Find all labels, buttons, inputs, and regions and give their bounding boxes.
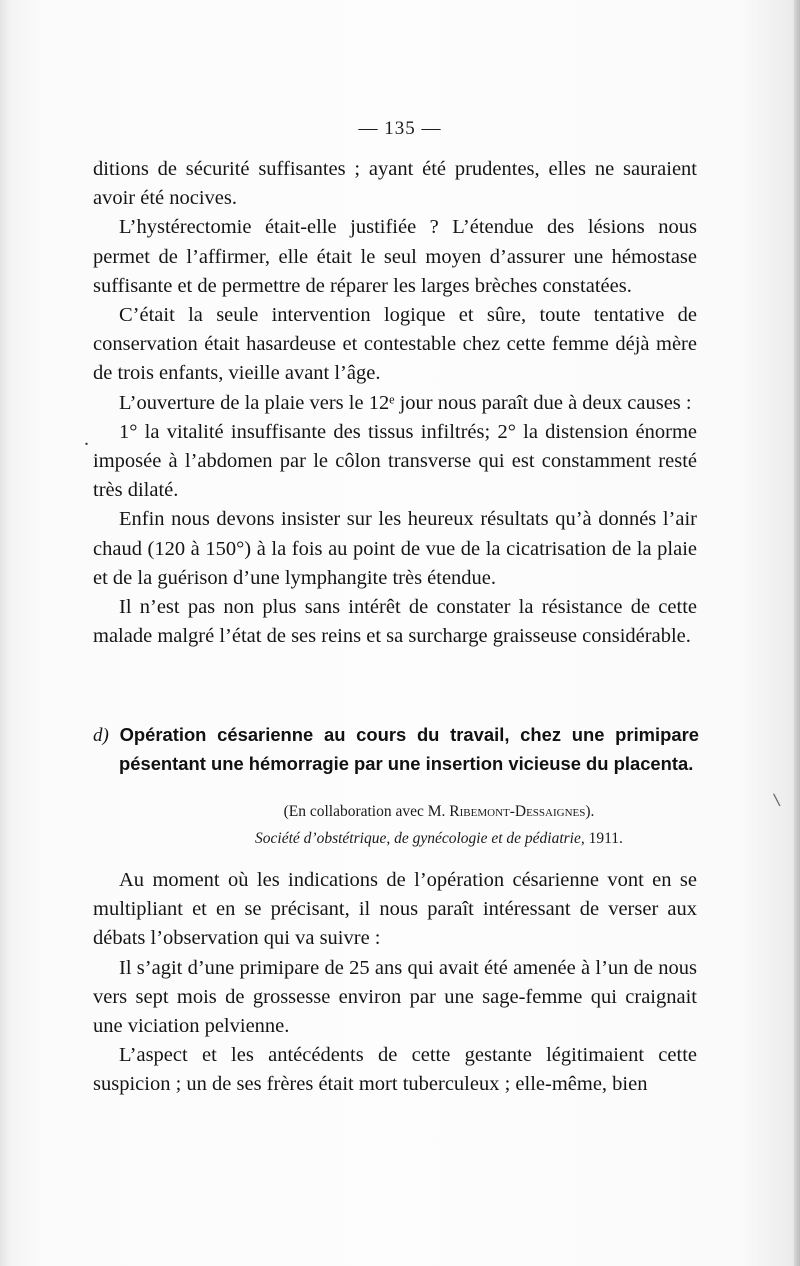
collaboration-line (0, 803, 800, 821)
section-heading (93, 721, 699, 778)
paragraph: C’était la seule intervention logique et sûre, toute tentative de conservation était hasardeuse et contestable chez cette femme déjà mère de trois enfants, vieille avant l’âge. (93, 304, 697, 385)
collab-name: Ribemont-Dessaignes (449, 803, 586, 820)
paragraph: Enfin nous devons insister sur les heureux résultats qu’à donnés l’air chaud (120 à 150°) à la fois au point de vue de la cicatrisation de la plaie et de la guérison d’une lymphangite très étendue. (93, 508, 697, 589)
section-title: Opération césarienne au cours du travail, chez une primipare pésentant une hémorragie par une insertion vicieuse du placenta. (119, 724, 699, 774)
paragraph: L’ouverture de la plaie vers le 12ᵉ jour nous paraît due à deux causes : (119, 391, 692, 414)
paragraph: L’hystérectomie était-elle justifiée ? L’étendue des lésions nous permet de l’affirmer, elle était le seul moyen d’assurer une hémostase suffisante et de permettre de réparer les larges brèches constatées. (93, 216, 697, 297)
society-name: Société d’obstétrique, de gynécologie et de pédiatrie, (255, 830, 585, 847)
body-text-top (93, 155, 697, 651)
margin-mark: \ (772, 789, 781, 810)
paragraph: Il s’agit d’une primipare de 25 ans qui avait été amenée à l’un de nous vers sept mois de grossesse environ par une sage-femme qui craignait une viciation pelvienne. (93, 956, 697, 1038)
citation-year: 1911. (588, 830, 623, 847)
paragraph: Au moment où les indications de l’opération césarienne vont en se multipliant et en se précisant, il nous paraît intéressant de verser aux débats l’observation qui va suivre : (93, 869, 697, 950)
paragraph: 1° la vitalité insuffisante des tissus infiltrés; 2° la distension énorme imposée à l’abdomen par le côlon transverse qui est constamment resté très dilaté. (93, 420, 697, 502)
section-marker: d) (93, 725, 109, 746)
collab-suffix: ). (585, 803, 595, 820)
body-text-bottom (93, 866, 697, 1100)
page-number: — 135 — (358, 118, 442, 139)
paragraph: ditions de sécurité suffisantes ; ayant été prudentes, elles ne sauraient avoir été nocives. (93, 158, 697, 210)
stray-mark: . (84, 428, 89, 450)
paragraph: Il n’est pas non plus sans intérêt de constater la résistance de cette malade malgré l’état de ses reins et sa surcharge graisseuse considérable. (93, 596, 697, 648)
paragraph: L’aspect et les antécédents de cette gestante légitimaient cette suspicion ; un de ses frères était mort tuberculeux ; elle-même, bien (93, 1044, 697, 1096)
page-edge-shadow (794, 0, 800, 1266)
collab-prefix: (En collaboration avec M. (283, 803, 450, 820)
society-citation (0, 830, 800, 848)
